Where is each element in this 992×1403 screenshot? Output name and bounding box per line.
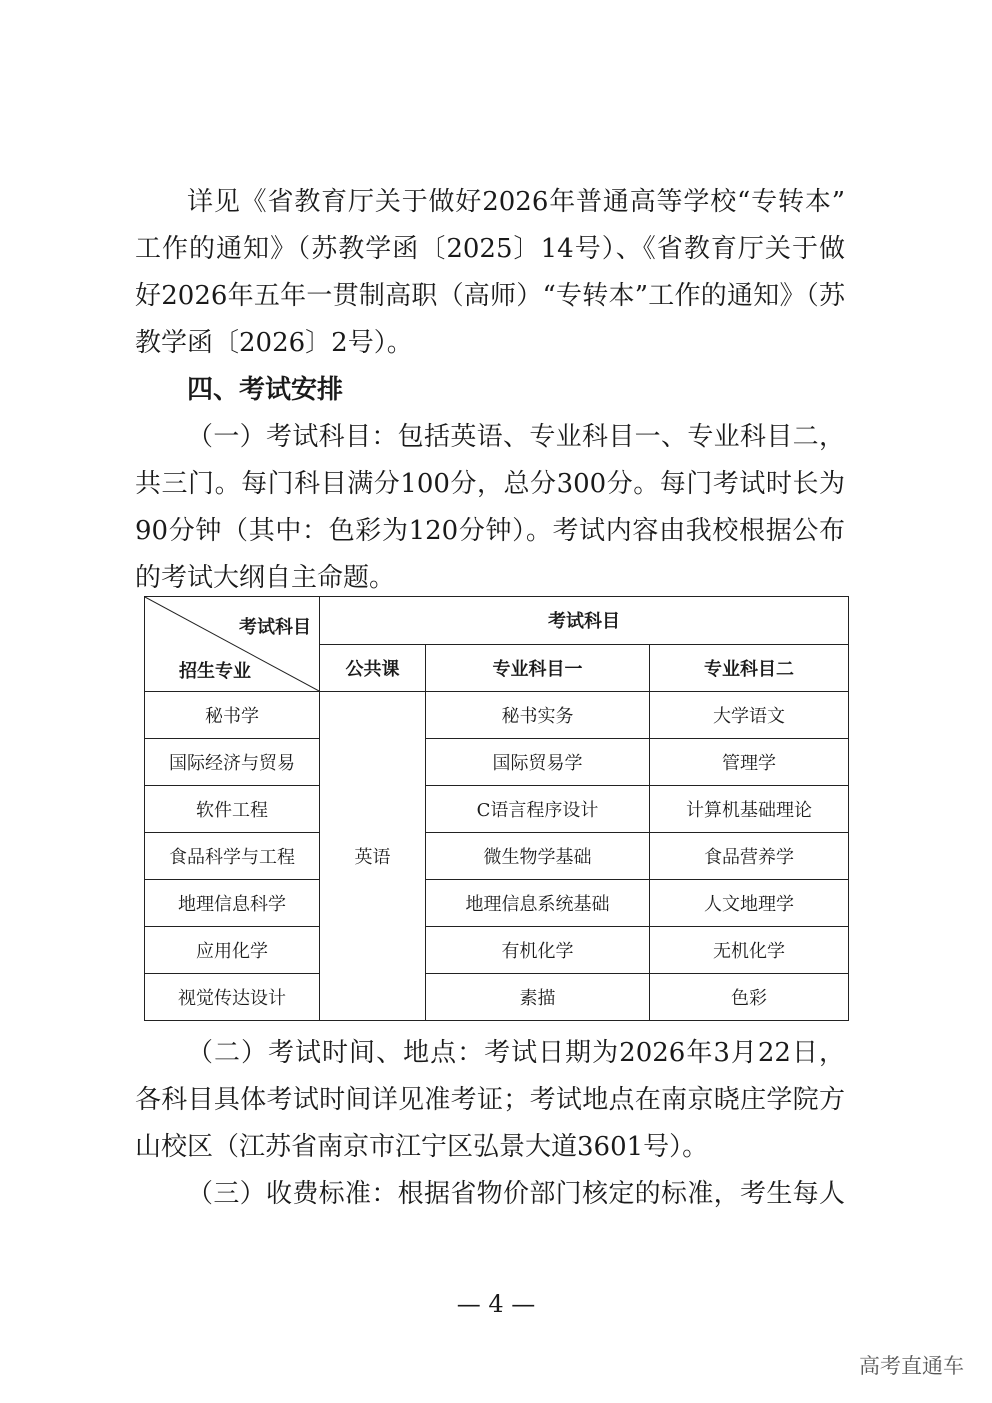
table-row [145, 692, 849, 739]
major-cell: 国际经济与贸易 [145, 739, 320, 786]
table-row [145, 880, 849, 927]
text-line: 工作的通知》（苏教学函〔2025〕14号）、《省教育厅关于做 [135, 234, 845, 264]
column-header-public: 公共课 [320, 644, 426, 692]
major-cell: 应用化学 [145, 927, 320, 974]
subject1-cell: 国际贸易学 [426, 739, 650, 786]
public-course-cell: 英语 [320, 692, 426, 1021]
subject2-cell: 计算机基础理论 [650, 786, 849, 833]
section-heading: 四、考试安排 [187, 375, 344, 405]
exam-subjects-table [144, 596, 849, 1021]
text-line: 的考试大纲自主命题。 [135, 563, 396, 593]
corner-label-subjects: 考试科目 [239, 617, 311, 638]
page-number: — 4 — [456, 1290, 536, 1318]
subject1-cell: C语言程序设计 [426, 786, 650, 833]
corner-label-majors: 招生专业 [179, 661, 251, 682]
text-line: （二）考试时间、地点：考试日期为2026年3月22日， [187, 1038, 845, 1068]
table-row [145, 974, 849, 1021]
table-row [145, 927, 849, 974]
watermark: 高考直通车 [859, 1354, 964, 1378]
subject2-cell: 人文地理学 [650, 880, 849, 927]
text-line: （三）收费标准：根据省物价部门核定的标准，考生每人 [187, 1179, 845, 1209]
text-line: 详见《省教育厅关于做好2026年普通高等学校“专转本” [187, 187, 845, 217]
major-cell: 地理信息科学 [145, 880, 320, 927]
text-line: 教学函〔2026〕2号）。 [135, 328, 413, 358]
subject1-cell: 秘书实务 [426, 692, 650, 739]
subject2-cell: 管理学 [650, 739, 849, 786]
subject1-cell: 地理信息系统基础 [426, 880, 650, 927]
column-header-subject2: 专业科目二 [650, 644, 849, 692]
table-row [145, 786, 849, 833]
text-line: 好2026年五年一贯制高职（高师）“专转本”工作的通知》（苏 [135, 281, 845, 311]
subject1-cell: 微生物学基础 [426, 833, 650, 880]
major-cell: 软件工程 [145, 786, 320, 833]
table-corner-cell [145, 597, 320, 692]
subject1-cell: 素描 [426, 974, 650, 1021]
text-line: 各科目具体考试时间详见准考证；考试地点在南京晓庄学院方 [135, 1085, 845, 1115]
text-line: 90分钟（其中：色彩为120分钟）。考试内容由我校根据公布 [135, 516, 845, 546]
group-header: 考试科目 [320, 597, 849, 645]
subject2-cell: 色彩 [650, 974, 849, 1021]
subject2-cell: 大学语文 [650, 692, 849, 739]
text-line: 山校区（江苏省南京市江宁区弘景大道3601号）。 [135, 1132, 709, 1162]
major-cell: 食品科学与工程 [145, 833, 320, 880]
text-line: 共三门。每门科目满分100分，总分300分。每门考试时长为 [135, 469, 845, 499]
subject1-cell: 有机化学 [426, 927, 650, 974]
table-row [145, 739, 849, 786]
table-row [145, 833, 849, 880]
major-cell: 秘书学 [145, 692, 320, 739]
text-line: （一）考试科目：包括英语、专业科目一、专业科目二， [187, 422, 845, 452]
subject2-cell: 食品营养学 [650, 833, 849, 880]
major-cell: 视觉传达设计 [145, 974, 320, 1021]
subject2-cell: 无机化学 [650, 927, 849, 974]
column-header-subject1: 专业科目一 [426, 644, 650, 692]
